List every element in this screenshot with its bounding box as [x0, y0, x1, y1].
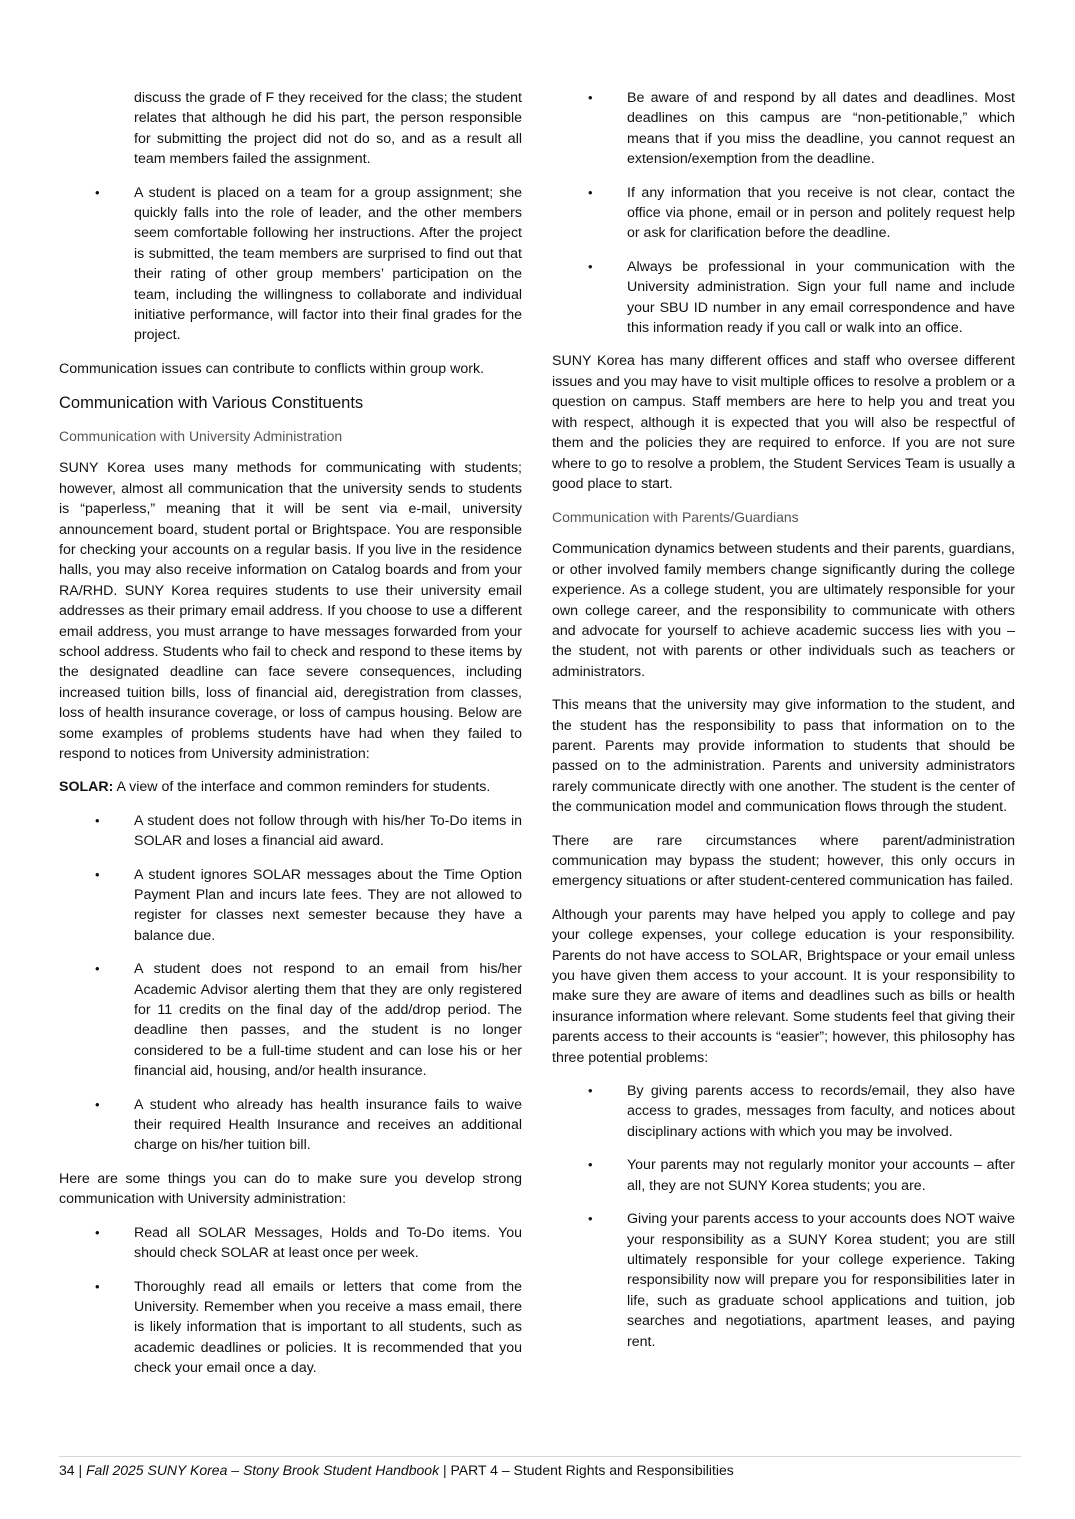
- page-footer: 34 | Fall 2025 SUNY Korea – Stony Brook Student Handbook | PART 4 – Student Rights and Responsibilities: [59, 1462, 734, 1478]
- bullet-icon: •: [95, 866, 100, 882]
- bullet-icon: •: [95, 1096, 100, 1112]
- bullet-icon: •: [588, 1157, 593, 1173]
- continued-bullet-text: discuss the grade of F they received for the class; the student relates that although he did his part, the person responsible for submitting the project did not do so, and as a result all team members failed the assignment.: [134, 90, 522, 168]
- parents-paragraph: Although your parents may have helped you apply to college and pay your college expenses, your college education is your responsibility. Parents do not have access to SOLAR, Brightspace or your email unless you have given them access to your account. It is your responsibility to make sure they are aware of items and deadlines such as bills or health insurance information where relevant. Some students feel that giving their parents access to their accounts is “easier”; however, this philosophy has three potential problems:: [552, 906, 1015, 1066]
- list-item: • Thoroughly read all emails or letters that come from the University. Remember when you receive a mass email, there is likely information that is important to all students, such as academic deadlines or policies. It is recommended that you check your email once a day.: [95, 1278, 522, 1377]
- tips-list: [59, 1223, 522, 1379]
- tips-intro: Here are some things you can do to make sure you develop strong communication with University administration:: [59, 1170, 522, 1208]
- list-item: • Your parents may not regularly monitor your accounts – after all, they are not SUNY Korea students; you are.: [588, 1157, 1015, 1194]
- bullet-icon: •: [95, 961, 100, 977]
- solar-examples-list: [59, 811, 522, 1156]
- list-item: • A student who already has health insurance fails to waive their required Health Insurance and receives an additional charge on his/her tuition bill.: [95, 1096, 522, 1154]
- list-item: • A student is placed on a team for a group assignment; she quickly falls into the role of leader, and the other members seem comfortable following her instructions. After the project is submitted, the team members are surprised to find out that their rating of other group members’ participation on the team, including the willingness to collaborate and individual initiative performance, will factor into their final grades for the project.: [95, 184, 522, 344]
- parents-paragraph: Communication dynamics between students and their parents, guardians, or other involved family members change significantly during the college experience. As a college student, you are ultimately responsible for your own college career, and the responsibility to communicate with others and advocate for yourself to achieve academic success lies with you – the student, not with parents or other individuals such as teachers or administrators.: [552, 541, 1015, 680]
- bullet-icon: •: [588, 184, 593, 200]
- bullet-icon: •: [588, 258, 593, 274]
- problems-list: [552, 1081, 1015, 1352]
- right-column: [552, 88, 1015, 1365]
- list-item: • Always be professional in your communication with the University administration. Sign your full name and include your SBU ID number in any email correspondence and have this information ready if you call or walk into an office.: [588, 258, 1015, 337]
- list-item: • A student does not follow through with his/her To-Do items in SOLAR and loses a financial aid award.: [95, 812, 522, 850]
- group-example-list: [59, 183, 522, 346]
- summary-line: Communication issues can contribute to conflicts within group work.: [59, 360, 485, 377]
- list-item: • Read all SOLAR Messages, Holds and To-Do items. You should check SOLAR at least once per week.: [95, 1224, 522, 1262]
- footer-divider: [59, 1456, 1021, 1457]
- left-column: [59, 88, 522, 1392]
- offices-paragraph: SUNY Korea has many different offices and staff who oversee different issues and you may have to visit multiple offices to resolve a problem or a question on campus. Staff members are here to help you and treat you with respect, although it is expected that you will also be respectful of them and the policies they are required to enforce. If you are not sure where to go to resolve a problem, the Student Services Team is usually a good place to start.: [552, 353, 1015, 492]
- list-item: • A student ignores SOLAR messages about the Time Option Payment Plan and incurs late fees. They are not allowed to register for classes next semester because they have a balance due.: [95, 866, 522, 944]
- bullet-icon: •: [588, 1211, 593, 1227]
- list-item: • Giving your parents access to your accounts does NOT waive your responsibility as a SUNY Korea student; you are still ultimately responsible for your college experience. Taking responsibility now will prepare you for responsibilities later in life, such as graduate school applications and tuition, job searches and negotiations, apartment leases, and paying rent.: [588, 1211, 1015, 1350]
- bullet-icon: •: [95, 184, 100, 200]
- bullet-icon: •: [95, 812, 100, 828]
- parents-paragraph: There are rare circumstances where parent/administration communication may bypass the student; however, this only occurs in emergency situations or after student-centered communication has failed.: [552, 832, 1015, 890]
- section-name: PART 4 – Student Rights and Responsibilities: [450, 1462, 734, 1478]
- list-item: • By giving parents access to records/email, they also have access to grades, messages from faculty, and notices about disciplinary actions with which you may be involved.: [588, 1083, 1015, 1140]
- list-item: • If any information that you receive is not clear, contact the office via phone, email or in person and politely request help or ask for clarification before the deadline.: [588, 184, 1015, 242]
- bullet-icon: •: [588, 90, 593, 105]
- list-item: • A student does not respond to an email from his/her Academic Advisor alerting them that they are only registered for 11 credits on the final day of the add/drop period. The deadline then passes, and the student is no longer considered to be a full-time student and can lose his or her financial aid, housing, and/or health insurance.: [95, 961, 522, 1080]
- section-heading: Communication with Various Constituents: [59, 394, 364, 413]
- subsection-heading-parents: Communication with Parents/Guardians: [552, 509, 799, 526]
- handbook-title: Fall 2025 SUNY Korea – Stony Brook Student Handbook: [86, 1462, 440, 1478]
- page-number: 34: [59, 1462, 75, 1478]
- subsection-heading-admin: Communication with University Administration: [59, 428, 343, 445]
- parents-paragraph: This means that the university may give information to the student, and the student has the responsibility to pass that information on to the parent. Parents may provide information to students that should be passed on to the administration. Parents and university administrators rarely communicate directly with one another. The student is the center of the communication model and communication flows through the student.: [552, 697, 1015, 816]
- bullet-icon: •: [588, 1083, 593, 1099]
- tips-list-continued: [552, 88, 1015, 338]
- admin-paragraph: SUNY Korea uses many methods for communicating with students; however, almost all communication that the university sends to students is “paperless,” meaning that it will be sent via e-mail, university announcement board, student portal or Brightspace. You are responsible for checking your accounts on a regular basis. If you live in the residence halls, you may also receive information on Catalog boards and from your RA/RHD. SUNY Korea requires students to use their university email addresses as their primary email address. If you choose to use a different email address, you must arrange to have messages forwarded from your school address. Students who fail to check and respond to these items by the designated deadline can face severe consequences, including increased tuition bills, loss of financial aid, deregistration from classes, loss of health insurance coverage, or loss of campus housing. Below are some examples of problems students have had when they failed to respond to notices from University administration:: [59, 460, 522, 762]
- solar-caption: SOLAR: A view of the interface and common reminders for students.: [59, 779, 491, 796]
- bullet-icon: •: [95, 1224, 100, 1240]
- bullet-icon: •: [95, 1278, 100, 1294]
- list-item: • Be aware of and respond by all dates and deadlines. Most deadlines on this campus are “non-petitionable,” which means that if you miss the deadline, you cannot request an extension/exemption from the deadline.: [588, 90, 1015, 168]
